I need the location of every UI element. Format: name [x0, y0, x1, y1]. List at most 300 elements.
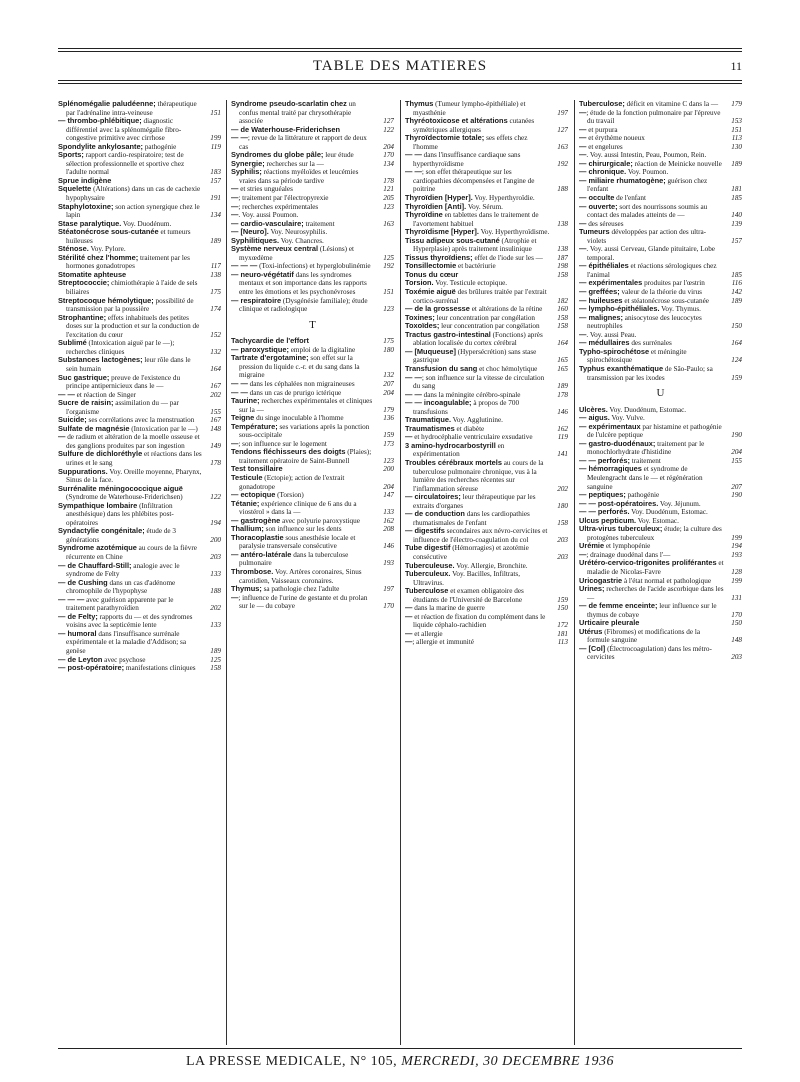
- entry-description: Voy. Thymus.: [659, 305, 701, 314]
- entry-description: (Dysgénésie familiale); étude clinique et radiologique: [239, 296, 368, 314]
- entry-text: [405, 134, 568, 151]
- entry-heading: Ultra-virus tuberculeux;: [579, 524, 663, 534]
- section-letter: U: [656, 387, 665, 400]
- index-entry: [579, 203, 742, 220]
- index-entry: [231, 194, 394, 203]
- entry-description: . Voy. aussi Cerveau, Glande pituitaire, Lobe temporal.: [586, 245, 716, 262]
- index-entry: [58, 527, 221, 544]
- entry-heading: — post-opératoire;: [58, 663, 125, 673]
- entry-page: 122: [383, 125, 394, 134]
- entry-description: preuve de l'existence du principe antipernicieux dans le —: [66, 373, 181, 391]
- entry-page: 202: [210, 390, 221, 399]
- entry-page: 151: [731, 125, 742, 134]
- entry-text: [579, 619, 742, 628]
- entry-page: 146: [383, 542, 394, 551]
- entry-text: [405, 493, 568, 510]
- entry-page: 116: [731, 279, 742, 288]
- entry-page: 165: [557, 356, 568, 365]
- entry-heading: Test tonsillaire: [231, 464, 283, 474]
- entry-description: pathogénie: [625, 491, 660, 500]
- entry-description: guérison chez l'enfant: [587, 176, 708, 194]
- entry-text: [231, 168, 394, 185]
- index-entry: [231, 585, 394, 594]
- entry-description: rapports du — et des syndromes voisins avec la septicémie lente: [66, 612, 193, 630]
- entry-description: recherches expérimentales et cliniques sur la —: [239, 397, 373, 414]
- header-rule-thin: [58, 83, 742, 84]
- entry-description: au cours de la fièvre récurrente en Chine: [66, 544, 197, 561]
- entry-page: 170: [383, 602, 394, 611]
- entry-heading: —: [231, 201, 239, 211]
- entry-heading: — peptiques;: [579, 490, 626, 500]
- index-entry: [231, 397, 394, 414]
- index-entry: [405, 168, 568, 194]
- entry-text: [405, 510, 568, 527]
- entry-page: 204: [731, 448, 742, 457]
- entry-description: et maladie de Nicolas-Favre: [587, 559, 724, 576]
- entry-description: et bactériurie: [456, 262, 496, 271]
- entry-description: . Voy. aussi Poumon.: [238, 211, 299, 220]
- entry-heading: —: [231, 210, 239, 220]
- entry-page: 164: [557, 339, 568, 348]
- index-entry: [405, 237, 568, 254]
- index-entry: [579, 109, 742, 126]
- entry-description: des surrénales: [629, 339, 672, 348]
- page-title: TABLE DES MATIERES: [312, 58, 488, 74]
- entry-text: [231, 534, 394, 551]
- entry-text: [231, 594, 394, 611]
- index-entry: [579, 134, 742, 143]
- entry-description: traitement: [629, 456, 661, 465]
- column-divider: [226, 100, 227, 1045]
- entry-heading: —: [231, 184, 239, 194]
- entry-page: 119: [210, 142, 221, 151]
- entry-page: 183: [210, 168, 221, 177]
- entry-page: 202: [557, 484, 568, 493]
- entry-heading: Teigne: [231, 413, 255, 423]
- entry-heading: Thallium;: [231, 524, 264, 534]
- entry-page: 199: [210, 134, 221, 143]
- entry-page: 140: [731, 211, 742, 220]
- page-footer: [58, 1054, 742, 1070]
- entry-description: leur rôle dans le sein humain: [66, 356, 191, 373]
- entry-page: 123: [383, 305, 394, 314]
- entry-page: 150: [557, 604, 568, 613]
- entry-page: 125: [383, 253, 394, 262]
- entry-heading: — circulatoires;: [405, 492, 461, 502]
- entry-heading: — médullaires: [579, 338, 630, 348]
- entry-page: 191: [210, 194, 221, 203]
- index-entry: [231, 474, 394, 491]
- entry-description: Voy. Oreille moyenne, Pharynx, Sinus de la face.: [66, 467, 202, 485]
- entry-heading: Toxémie aiguë: [405, 287, 456, 297]
- entry-description: (Fonctions) après ablation localisée du cortex cérébral: [413, 330, 543, 348]
- entry-page: 153: [731, 117, 742, 126]
- entry-heading: —: [58, 432, 66, 442]
- entry-heading: —: [579, 329, 587, 339]
- entry-description: dans les syndromes mentaux et son importance dans les rapports entre les émotions et les psychonévroses: [239, 270, 367, 297]
- entry-text: [405, 211, 568, 228]
- entry-description: et réaction de Singer: [74, 390, 136, 399]
- index-entry: [579, 126, 742, 135]
- entry-heading: Thymus;: [231, 584, 262, 594]
- entry-page: 194: [210, 518, 221, 527]
- index-entry: [405, 544, 568, 561]
- index-entry: [58, 562, 221, 579]
- entry-heading: — —: [405, 167, 422, 177]
- entry-page: 150: [731, 619, 742, 628]
- entry-heading: — hémorragiques: [579, 464, 642, 474]
- entry-description: Voy. Hyperthyroïdisme.: [478, 228, 550, 237]
- entry-text: [231, 500, 394, 517]
- entry-description: ; son influence sur le logement: [238, 439, 327, 448]
- entry-heading: — miliaire rhumatogène;: [579, 175, 666, 185]
- entry-description: des brûlures traitée par l'extrait cortico-surrénal: [413, 288, 547, 305]
- entry-heading: Suicide;: [58, 415, 87, 425]
- entry-text: [58, 502, 221, 528]
- entry-page: 173: [383, 439, 394, 448]
- entry-description: Voy. Artères coronaires, Sinus carotidien, Vaisseaux coronaires.: [239, 567, 362, 585]
- entry-heading: Tuberculeux.: [405, 569, 451, 579]
- entry-heading: Thyroïdine: [405, 210, 443, 220]
- entry-heading: —: [405, 432, 413, 442]
- entry-page: 151: [210, 108, 221, 117]
- entry-page: 192: [557, 159, 568, 168]
- entry-text: [58, 339, 221, 356]
- entry-description: et choc hémolytique: [477, 364, 538, 373]
- entry-heading: — de Chauffard-Still;: [58, 560, 132, 570]
- entry-description: analogie avec le syndrome de Felty: [66, 561, 180, 579]
- entry-text: [405, 544, 568, 561]
- entry-page: 163: [383, 219, 394, 228]
- entry-page: 170: [383, 151, 394, 160]
- entry-description: diagnostic différentiel avec la splénomégalie fibro-congestive primitive avec cirrhose: [66, 117, 182, 143]
- entry-description: développées par action des ultra-violets: [587, 228, 707, 245]
- entry-heading: Système nerveux central: [231, 244, 319, 254]
- index-entry: [579, 559, 742, 576]
- entry-text: [405, 168, 568, 194]
- entry-text: [231, 380, 394, 389]
- entry-page: 113: [557, 638, 568, 647]
- index-entry: [405, 211, 568, 228]
- entry-heading: Thyréotoxicose et altérations: [405, 116, 508, 126]
- entry-heading: Urticaire pleurale: [579, 618, 640, 628]
- index-entry: [58, 228, 221, 245]
- entry-description: (Toxi-infections) et hyperglobulinémie: [257, 262, 371, 271]
- index-entry: [58, 485, 221, 502]
- entry-page: 167: [210, 416, 221, 425]
- entry-heading: — de la grossesse: [405, 304, 470, 314]
- index-entry: [58, 502, 221, 528]
- entry-description: Voy. Duodénum.: [121, 219, 172, 228]
- entry-description: (Lésions) et myxœdème: [239, 245, 355, 262]
- entry-heading: —: [579, 107, 587, 117]
- entry-description: et tumeurs huileuses: [66, 228, 191, 245]
- entry-page: 172: [557, 621, 568, 630]
- entry-text: [231, 474, 394, 491]
- entry-page: 175: [383, 337, 394, 346]
- index-entry: [579, 585, 742, 602]
- entry-page: 134: [210, 211, 221, 220]
- entry-description: ; traitement par l'électropyrexie: [238, 194, 329, 203]
- entry-description: Voy. Vulve.: [609, 414, 645, 423]
- entry-heading: Spondylite ankylosante;: [58, 141, 144, 151]
- entry-heading: — humoral: [58, 628, 97, 638]
- entry-description: étude; la culture des protogènes tuberculeux: [587, 525, 722, 542]
- index-entry: [58, 117, 221, 143]
- entry-page: 189: [731, 296, 742, 305]
- entry-text: [231, 354, 394, 380]
- entry-description: traitement: [303, 219, 335, 228]
- entry-page: 155: [731, 456, 742, 465]
- index-entry: [231, 126, 394, 135]
- entry-heading: Syndromes du globe pâle;: [231, 150, 324, 160]
- index-entry: [231, 500, 394, 517]
- entry-heading: Surrénalite méningococcique aiguë: [58, 483, 183, 493]
- entry-text: [58, 613, 221, 630]
- entry-heading: — —: [231, 378, 248, 388]
- entry-description: et stéatonécrose sous-cutanée: [622, 296, 709, 305]
- index-entry: [405, 570, 568, 587]
- entry-description: dans l'insuffisance cardiaque sans hyperthyroïdisme: [413, 151, 521, 168]
- index-entry: [579, 602, 742, 619]
- entry-description: recherches de l'acide ascorbique dans les —: [587, 585, 724, 602]
- entry-text: [58, 228, 221, 245]
- entry-page: 133: [383, 508, 394, 517]
- index-entry: [58, 450, 221, 467]
- index-entry: [405, 587, 568, 604]
- entry-description: sous anesthésie locale et paralysie transversale consécutive: [239, 533, 356, 551]
- entry-description: avec guérison apparente par le traitement parathyroïdien: [66, 595, 174, 613]
- entry-text: [405, 613, 568, 630]
- entry-description: ; son effet thérapeutique sur les cardiopathies décompensées et l'angine de poitrine: [413, 168, 535, 194]
- entry-text: [579, 628, 742, 645]
- entry-description: leur thérapeutique par les extraits d'organes: [413, 493, 536, 510]
- entry-description: (Torsion): [275, 491, 304, 500]
- entry-page: 204: [383, 482, 394, 491]
- index-entry: [579, 619, 742, 628]
- entry-description: et lymphopénie: [604, 542, 651, 551]
- entry-text: [231, 100, 394, 126]
- entry-page: 136: [383, 414, 394, 423]
- entry-text: [579, 314, 742, 331]
- index-entry: [579, 423, 742, 440]
- entry-text: [58, 596, 221, 613]
- entry-heading: Thyroïdien [Hyper].: [405, 193, 473, 203]
- entry-page: 198: [557, 262, 568, 271]
- entry-heading: Toxines;: [405, 312, 435, 322]
- entry-description: ; allergie et immunité: [412, 638, 474, 647]
- entry-text: [405, 604, 568, 613]
- entry-heading: —: [579, 218, 587, 228]
- index-entry: [58, 468, 221, 485]
- entry-page: 163: [557, 142, 568, 151]
- entry-text: [58, 151, 221, 177]
- entry-description: ; recherches expérimentales: [238, 202, 319, 211]
- entry-description: assimilation du — par l'organisme: [66, 399, 179, 416]
- entry-heading: — — —: [231, 261, 258, 271]
- entry-page: 202: [210, 604, 221, 613]
- entry-heading: — gastrogène: [231, 515, 281, 525]
- entry-description: ; revue de la littérature et rapport de deux cas: [239, 134, 367, 151]
- entry-text: [231, 203, 394, 212]
- entry-heading: Urines;: [579, 584, 605, 594]
- entry-heading: — — post-opératoires.: [579, 498, 659, 508]
- entry-page: 142: [731, 288, 742, 297]
- entry-page: 189: [557, 382, 568, 391]
- entry-description: produites par l'œstrin: [642, 279, 705, 288]
- entry-text: [58, 254, 221, 271]
- entry-page: 113: [731, 134, 742, 143]
- entry-page: 146: [557, 407, 568, 416]
- entry-heading: Suppurations.: [58, 466, 108, 476]
- entry-description: ; étude de la fonction pulmonaire par l'épreuve du travail: [586, 108, 721, 126]
- entry-description: . Voy. aussi Intestin, Peau, Poumon, Rein.: [586, 151, 707, 160]
- entry-page: 200: [383, 465, 394, 474]
- entry-page: 158: [557, 270, 568, 279]
- entry-heading: — occulte: [579, 193, 615, 203]
- entry-page: 179: [383, 405, 394, 414]
- entry-description: et diabète: [454, 424, 485, 433]
- index-entry: [579, 440, 742, 457]
- entry-text: [579, 645, 742, 662]
- entry-description: Voy. Duodénum, Estomac.: [607, 405, 687, 414]
- entry-description: ; drainage duodénal dans l'—: [586, 550, 671, 559]
- entry-heading: Transfusion du sang: [405, 363, 478, 373]
- entry-description: dans la marine de guerre: [412, 604, 485, 613]
- entry-page: 207: [731, 482, 742, 491]
- entry-description: et hydrocéphalie ventriculaire exsudative: [412, 433, 533, 442]
- entry-heading: — neuro-végétatif: [231, 269, 294, 279]
- entry-heading: Syndactylie congénitale;: [58, 526, 145, 536]
- index-entry: [405, 365, 568, 374]
- entry-description: sort des nourrissons soumis au contact des malades atteints de —: [587, 202, 708, 220]
- entry-description: secondaires aux névro-cervicites et influence de l'électro-coagulation du col: [413, 527, 548, 544]
- index-entry: [231, 100, 394, 126]
- entry-text: [231, 134, 394, 151]
- entry-heading: Sucre de raisin;: [58, 398, 114, 408]
- entry-description: (Hémorragies) et azotémie consécutive: [413, 544, 529, 561]
- entry-heading: — — perforés;: [579, 455, 630, 465]
- entry-text: [579, 143, 742, 152]
- index-entry: [405, 399, 568, 416]
- entry-heading: Typhus exanthématique: [579, 363, 664, 373]
- entry-text: [231, 271, 394, 297]
- entry-description: et examen obligatoire des étudiants de l'Université de Barcelone: [413, 587, 524, 604]
- entry-page: 203: [557, 535, 568, 544]
- entry-description: à l'état normal et pathologique: [622, 576, 712, 585]
- entry-text: [579, 126, 742, 135]
- entry-heading: Sulfure de dichloréthyle: [58, 449, 143, 459]
- entry-description: ; influence de l'urine de gestante et du prolan sur le — du cobaye: [238, 593, 368, 611]
- entry-page: 194: [731, 542, 742, 551]
- index-column-2: [231, 100, 394, 1045]
- entry-heading: Urétéro-cervico-trigonites proliférantes: [579, 558, 717, 568]
- entry-text: [405, 570, 568, 587]
- entry-heading: — de conduction: [405, 509, 465, 519]
- entry-heading: — paroxystique;: [231, 344, 289, 354]
- entry-page: 149: [210, 441, 221, 450]
- entry-description: réaction de Meinicke nouvelle: [632, 159, 722, 168]
- entry-page: 200: [210, 535, 221, 544]
- entry-text: [58, 297, 221, 314]
- entry-text: [579, 100, 742, 109]
- entry-description: Voy. Sérum.: [466, 202, 503, 211]
- entry-heading: — —: [405, 389, 422, 399]
- entry-description: traitement par le monochlorhydrate d'histidine: [587, 439, 705, 457]
- entry-description: pathogénie: [143, 142, 177, 151]
- entry-description: sa pathologie chez l'adulte: [261, 585, 340, 594]
- index-entry: [231, 551, 394, 568]
- entry-page: 203: [557, 552, 568, 561]
- entry-description: ; son influence sur la vitesse de circulation du sang: [413, 373, 545, 391]
- entry-heading: Traumatismes: [405, 423, 455, 433]
- entry-page: 192: [383, 262, 394, 271]
- entry-heading: — greffées;: [579, 287, 620, 297]
- entry-text: [579, 365, 742, 382]
- entry-description: et réaction de fixation du complément dans le liquide céphalo-rachidien: [412, 612, 546, 630]
- index-entry: [579, 542, 742, 551]
- entry-text: [579, 109, 742, 126]
- entry-text: [579, 559, 742, 576]
- footer-journal: LA PRESSE MEDICALE, N° 105,: [185, 1054, 398, 1069]
- entry-description: Voy. Agglutinine.: [451, 416, 503, 425]
- index-entry: [579, 348, 742, 365]
- entry-page: 158: [210, 664, 221, 673]
- index-entry: [579, 628, 742, 645]
- entry-page: 159: [383, 431, 394, 440]
- entry-page: 190: [731, 431, 742, 440]
- entry-page: 181: [557, 629, 568, 638]
- entry-description: son influence sur les dents: [263, 525, 342, 534]
- entry-heading: Sténose.: [58, 244, 89, 254]
- entry-description: expérience clinique de 6 ans du a viostérol » dans la —: [239, 499, 357, 517]
- entry-heading: Typho-spirochétose: [579, 346, 650, 356]
- entry-description: (Hypersécrétion) sans stase gastrique: [413, 347, 537, 365]
- entry-text: [579, 602, 742, 619]
- entry-heading: — —: [231, 133, 248, 143]
- index-entry: [579, 645, 742, 662]
- entry-text: [58, 544, 221, 561]
- entry-description: en tablettes dans le traitement de l'avortement habituel: [413, 211, 539, 228]
- index-entry: [231, 568, 394, 585]
- entry-page: 193: [383, 559, 394, 568]
- entry-page: 180: [557, 501, 568, 510]
- entry-description: et érythème noueux: [586, 134, 645, 143]
- entry-page: 133: [210, 570, 221, 579]
- entry-heading: Sprue indigène: [58, 175, 112, 185]
- entry-page: 127: [383, 117, 394, 126]
- entry-heading: Tissus thyroïdiens;: [405, 252, 473, 262]
- entry-description: son effet sur la pression du liquide c.-r. et du sang dans la migraine: [239, 354, 360, 380]
- entry-heading: 3 amino-hydrocarbostyrill: [405, 440, 496, 450]
- entry-description: (Intoxication par le —): [129, 424, 198, 433]
- entry-heading: Stéatonécrose sous-cutanée: [58, 227, 159, 237]
- entry-description: possibilité de transmission par la poussière: [66, 296, 194, 314]
- entry-text: [231, 423, 394, 440]
- index-entry: [405, 374, 568, 391]
- entry-page: 203: [210, 552, 221, 561]
- entry-description: dans l'insuffisance surrénale expérimentale et la maladie d'Addison; sa genèse: [66, 629, 187, 655]
- entry-description: dans un cas d'adénome chromophile de l'hypophyse: [66, 578, 176, 596]
- index-entry: [58, 630, 221, 656]
- entry-description: et allergie: [412, 629, 443, 638]
- entry-description: étude de 3 générations: [66, 527, 177, 544]
- index-entry: [231, 134, 394, 151]
- entry-description: rapport cardio-respiratoire; test de sélection professionnelle et sportive chez l'adulte normal: [66, 151, 185, 177]
- entry-page: 162: [557, 424, 568, 433]
- entry-heading: Thyroïdisme [Hyper].: [405, 227, 479, 237]
- entry-description: déficit en vitamine C dans la —: [624, 100, 719, 108]
